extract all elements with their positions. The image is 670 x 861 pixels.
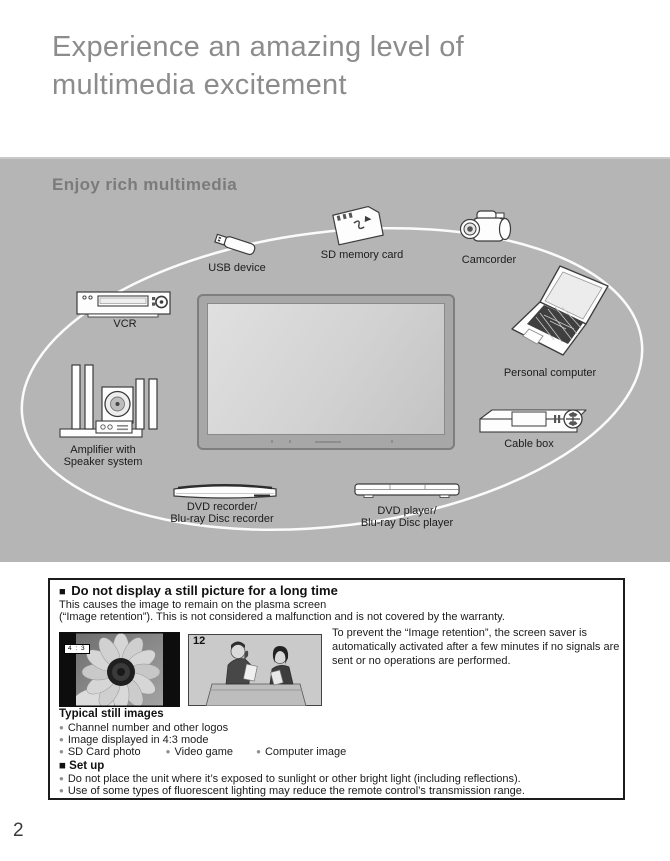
aspect-ratio-badge: 4 : 3 xyxy=(64,644,90,654)
notice-body-line1: This causes the image to remain on the plasma screen xyxy=(59,599,327,611)
dvd-recorder-icon xyxy=(170,480,280,502)
camcorder-label: Camcorder xyxy=(461,254,517,266)
dvd-recorder-label: DVD recorder/ Blu-ray Disc recorder xyxy=(170,501,274,525)
vcr-label: VCR xyxy=(113,318,137,330)
sd-card-label: SD memory card xyxy=(320,249,404,261)
page-number: 2 xyxy=(13,820,24,841)
plasma-tv xyxy=(197,294,455,450)
still-image-channel-logo xyxy=(188,634,322,706)
still-picture-notice xyxy=(48,578,625,800)
bullet-icon: ● xyxy=(59,723,64,732)
personal-computer xyxy=(502,263,616,365)
screensaver-note: To prevent the “Image retention”, the screen saver is automatically activated after a few minutes if no signals are sent or no operations are performed. xyxy=(332,627,620,667)
notice-body-line2: (“Image retention”). This is not considered a malfunction and is not covered by the warranty. xyxy=(59,611,505,623)
setup-item-2: ● Use of some types of fluorescent lighting may reduce the remote control’s transmission range. xyxy=(59,785,525,797)
dvd-player-icon xyxy=(352,481,462,501)
tv-bezel-tick xyxy=(271,440,273,443)
typical-item-3a: ● SD Card photo xyxy=(59,746,141,758)
usb-device-icon xyxy=(208,229,264,261)
personal-computer-label: Personal computer xyxy=(503,367,597,379)
dvd-recorder xyxy=(170,480,280,502)
usb-device xyxy=(208,229,264,261)
cable-box-icon xyxy=(476,406,590,438)
sd-card xyxy=(318,203,392,247)
channel-number-label: 12 xyxy=(193,635,206,647)
personal-computer-icon xyxy=(502,263,616,365)
section-heading: Enjoy rich multimedia xyxy=(52,175,238,194)
page-title-line1: Experience an amazing level of xyxy=(52,31,465,63)
tv-bezel-tick xyxy=(391,440,393,443)
page-title-line2: multimedia excitement xyxy=(52,69,347,101)
vcr xyxy=(76,289,172,319)
amplifier-speakers-label: Amplifier with Speaker system xyxy=(63,444,143,468)
tv-bezel-tick xyxy=(289,440,291,443)
notice-heading: ■ Do not display a still picture for a long time xyxy=(59,583,338,598)
typical-item-1: ● Channel number and other logos xyxy=(59,722,229,734)
bullet-icon: ● xyxy=(59,786,64,795)
bullet-icon: ● xyxy=(59,774,64,783)
setup-item-1: ● Do not place the unit where it’s exposed to sunlight or other bright light (including reflections). xyxy=(59,773,521,785)
bullet-icon: ● xyxy=(165,747,171,756)
amplifier-speakers xyxy=(52,363,178,445)
typical-item-2: ● Image displayed in 4:3 mode xyxy=(59,734,209,746)
page-title xyxy=(52,28,572,104)
typical-item-3b: ● Video game xyxy=(165,746,234,758)
camcorder xyxy=(456,207,520,251)
cable-box xyxy=(476,406,590,438)
tv-screen xyxy=(207,303,445,435)
amplifier-speakers-icon xyxy=(52,363,178,445)
vcr-icon xyxy=(76,289,172,319)
dvd-player xyxy=(352,481,462,501)
multimedia-section xyxy=(0,157,670,562)
sd-card-icon xyxy=(318,203,392,247)
camcorder-icon xyxy=(456,207,520,251)
dvd-player-label: DVD player/ Blu-ray Disc player xyxy=(360,505,454,529)
cable-box-label: Cable box xyxy=(504,438,554,450)
tv-logo-mark xyxy=(315,441,341,443)
setup-heading: ■ Set up xyxy=(59,760,105,772)
typical-item-row-3 xyxy=(59,746,346,758)
typical-still-images-heading: Typical still images xyxy=(59,708,164,720)
still-image-43-photo xyxy=(59,632,180,707)
typical-item-3c: ● Computer image xyxy=(256,746,347,758)
usb-device-label: USB device xyxy=(208,262,266,274)
bullet-icon: ● xyxy=(256,747,261,756)
news-anchors-illustration xyxy=(188,634,322,706)
bullet-icon: ● xyxy=(59,747,64,756)
bullet-icon: ● xyxy=(59,735,64,744)
square-bullet-icon: ■ xyxy=(59,586,66,598)
square-bullet-icon: ■ xyxy=(59,760,66,772)
